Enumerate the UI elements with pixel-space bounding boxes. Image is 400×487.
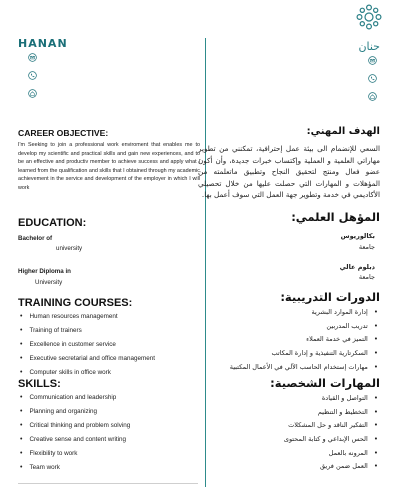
career-objective-text: I'm Seeking to join a professional work enviroment that enables me to develop my scientific and practical skills and gain new experiences, and to be an effective and productiv member to achieve success and apply what I learned from the qualification and skills that I obtained through my academic achievement in the service and development of the employer in which I will work bbox=[18, 142, 200, 191]
location-icon[interactable] bbox=[28, 89, 37, 98]
list-item: • التميز في خدمة العملاء bbox=[230, 332, 378, 346]
training-list-ar bbox=[230, 305, 378, 373]
career-objective-heading: CAREER OBJECTIVE: bbox=[18, 128, 109, 138]
list-item: • Excellence in customer service bbox=[18, 338, 155, 352]
email-icon[interactable] bbox=[28, 53, 37, 62]
email-icon[interactable] bbox=[368, 56, 377, 65]
degree1-school: university bbox=[56, 245, 83, 252]
list-item: • Flexibility to work bbox=[18, 447, 130, 461]
degree1-title: Bachelor of bbox=[18, 235, 53, 242]
name-english: HANAN bbox=[18, 37, 68, 50]
contact-icons-left bbox=[28, 53, 37, 98]
education-heading: EDUCATION: bbox=[18, 217, 87, 229]
list-item: • Training of trainers bbox=[18, 324, 155, 338]
list-item: • مهارات إستخدام الحاسب الآلي في الأعمال المكتبية bbox=[230, 360, 378, 374]
list-item: • Critical thinking and problem solving bbox=[18, 419, 130, 433]
list-item: • Creative sense and content writing bbox=[18, 433, 130, 447]
phone-icon[interactable] bbox=[368, 74, 377, 83]
list-item: • السكرتارية التنفيذية و إدارة المكاتب bbox=[230, 346, 378, 360]
list-item: • الحس الإبداعي و كتابة المحتوى bbox=[284, 432, 378, 446]
emblem-logo bbox=[356, 4, 382, 30]
degree1-school-ar: جامعة bbox=[358, 243, 375, 251]
list-item: • Planning and organizing bbox=[18, 405, 130, 419]
list-item: • Communication and leadership bbox=[18, 391, 130, 405]
training-heading: TRAINING COURSES: bbox=[18, 297, 133, 309]
location-icon[interactable] bbox=[368, 92, 377, 101]
training-list bbox=[18, 310, 155, 379]
list-item: • التفكير الناقد و حل المشكلات bbox=[284, 418, 378, 432]
skills-heading: SKILLS: bbox=[18, 378, 61, 390]
degree2-school: University bbox=[35, 279, 63, 286]
education-heading-ar: المؤهل العلمي: bbox=[291, 210, 380, 224]
skills-heading-ar: المهارات الشخصية: bbox=[270, 376, 380, 390]
list-item: • المرونه بالعمل bbox=[284, 446, 378, 460]
list-item: • Human resources management bbox=[18, 310, 155, 324]
career-objective-text-ar: السعي للإنضمام الى بيئة عمل إحترافية، تمكنني من تطوير مهاراتي العلمية و العملية وإكتساب خبرات جديدة، وأن أكون عضو فعال ومنتج لتحقيق النجاح وتطبيق ماتعلمته من المؤهلات و المهارات التي حصلت عليها من خلال تحصيلي الأكاديمي في خدمة وتطوير جهة العمل التي سوف أعمل بها. bbox=[198, 144, 380, 199]
skills-list bbox=[18, 391, 130, 474]
list-item: • إدارة الموارد البشرية bbox=[230, 305, 378, 319]
list-item: • Computer skills in office work bbox=[18, 366, 155, 380]
list-item: • Team work bbox=[18, 460, 130, 474]
phone-icon[interactable] bbox=[28, 71, 37, 80]
contact-icons-right bbox=[368, 56, 377, 101]
degree2-title: Higher Diploma in bbox=[18, 268, 71, 275]
list-item: • Executive secretarial and office management bbox=[18, 352, 155, 366]
skills-list-ar bbox=[284, 391, 378, 473]
degree2-title-ar: دبلوم عالي bbox=[339, 263, 375, 271]
column-divider bbox=[205, 38, 206, 487]
training-heading-ar: الدورات التدريبية: bbox=[280, 290, 380, 304]
list-item: • التواصل و القيادة bbox=[284, 391, 378, 405]
list-item: • التخطيط و التنظيم bbox=[284, 405, 378, 419]
name-arabic: حنان bbox=[358, 40, 380, 53]
bottom-rule bbox=[18, 483, 198, 484]
list-item: • العمل ضمن فريق bbox=[284, 459, 378, 473]
list-item: • تدريب المدربين bbox=[230, 319, 378, 333]
degree1-title-ar: بكالوريوس bbox=[340, 232, 375, 240]
career-objective-heading-ar: الهدف المهني: bbox=[306, 126, 380, 137]
degree2-school-ar: جامعة bbox=[358, 273, 375, 281]
